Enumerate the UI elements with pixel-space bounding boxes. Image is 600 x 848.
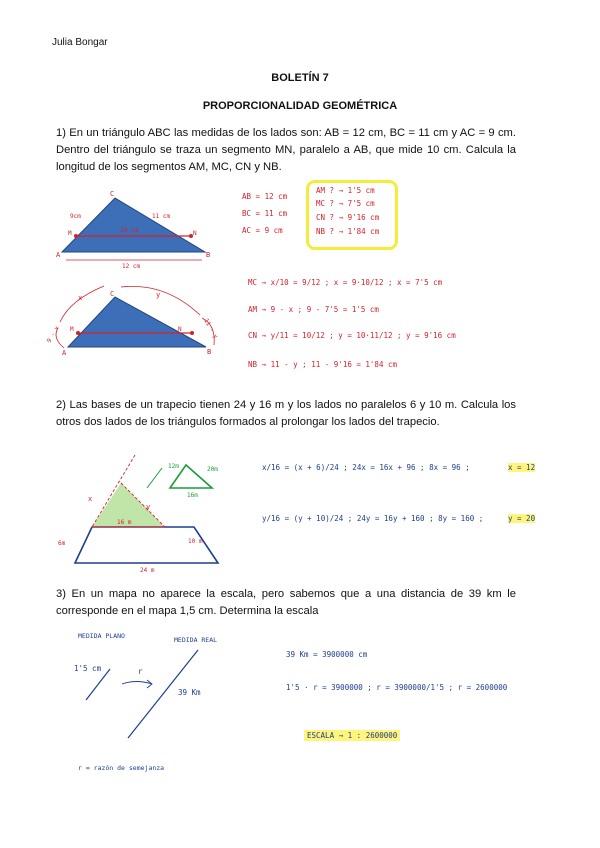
- p1-answer-am: AM ? → 1'5 cm: [316, 186, 375, 195]
- p1-label-m: M: [68, 230, 72, 237]
- p2-equation-x: x/16 = (x + 6)/24 ; 24x = 16x + 96 ; 8x = 96 ;: [262, 463, 470, 472]
- author-name: Julia Bongar: [52, 37, 108, 48]
- p1-f2-label-right: 11 - y: [202, 317, 220, 340]
- p3-map-length: 1'5 cm: [74, 664, 102, 673]
- p1-f2-label-a: A: [62, 349, 67, 357]
- p3-label-real: MEDIDA REAL: [174, 636, 218, 644]
- p1-data-ac: AC = 9 cm: [242, 226, 283, 235]
- p1-label-ab: 12 cm: [122, 263, 141, 270]
- p3-label-map: MEDIDA PLANO: [78, 632, 125, 640]
- p1-label-c: C: [110, 190, 115, 198]
- p2-label-24m: 24 m: [140, 567, 155, 574]
- bulletin-title: BOLETÍN 7: [271, 72, 329, 84]
- p1-label-bc: 11 cm: [152, 213, 171, 220]
- p1-data-bc: BC = 11 cm: [242, 209, 288, 218]
- p2-result-y: y = 20: [508, 514, 536, 523]
- p1-work-nb: NB → 11 - y ; 11 - 9'16 = 1'84 cm: [248, 360, 398, 369]
- p3-real-length: 39 Km: [178, 688, 201, 697]
- p2-small-16m: 16m: [187, 492, 198, 499]
- p3-note: r = razón de semejanza: [78, 764, 165, 772]
- problem-2-text: 2) Las bases de un trapecio tienen 24 y 16 m y los lados no paralelos 6 y 10 m. Calcula los otros dos lados de los triángulos formados al prolongar los lados del trapecio.: [56, 399, 516, 428]
- p2-label-10m: 10 m: [188, 538, 203, 545]
- p1-label-n: N: [193, 230, 197, 237]
- p3-conversion: 39 Km = 3900000 cm: [286, 650, 368, 659]
- p1-label-b: B: [206, 251, 211, 259]
- p1-f2-label-n: N: [178, 326, 182, 333]
- p1-work-cn: CN → y/11 = 10/12 ; y = 10·11/12 ; y = 9'16 cm: [248, 331, 456, 340]
- p1-answer-nb: NB ? → 1'84 cm: [316, 227, 380, 236]
- p1-data-ab: AB = 12 cm: [242, 192, 288, 201]
- p1-label-a: A: [56, 251, 61, 259]
- p1-f2-label-y: y: [156, 291, 161, 299]
- p3-ratio-r: r: [138, 667, 143, 676]
- p2-label-y: y: [146, 503, 151, 511]
- p3-equation: 1'5 · r = 3900000 ; r = 3900000/1'5 ; r = 2600000: [286, 683, 508, 692]
- p1-work-am: AM → 9 - x ; 9 - 7'5 = 1'5 cm: [248, 305, 379, 314]
- p1-f2-label-x: x: [78, 294, 83, 302]
- p1-f2-label-m: M: [70, 326, 74, 333]
- p1-f2-label-c: C: [110, 290, 115, 298]
- p2-label-16m: 16 m: [117, 519, 132, 526]
- p1-work-mc: MC → x/10 = 9/12 ; x = 9·10/12 ; x = 7'5 cm: [248, 278, 443, 287]
- p3-scale-result: ESCALA → 1 : 2600000: [304, 730, 400, 741]
- problem-3-text: 3) En un mapa no aparece la escala, pero sabemos que a una distancia de 39 km le corresponde en el mapa 1,5 cm. Determina la escala: [56, 588, 516, 617]
- p1-label-mn: 10 cm: [120, 227, 139, 234]
- p2-small-20m: 20m: [207, 466, 218, 473]
- p2-label-x: x: [88, 495, 93, 503]
- p2-small-12m: 12m: [168, 463, 179, 470]
- p2-label-6m: 6m: [58, 540, 66, 547]
- p1-f2-label-left: 9 - x: [45, 324, 61, 344]
- p1-answer-mc: MC ? → 7'5 cm: [316, 199, 375, 208]
- p2-result-x: x = 12: [508, 463, 536, 472]
- p1-label-ac: 9cm: [70, 213, 81, 220]
- p1-f2-label-b: B: [207, 348, 212, 356]
- p2-equation-y: y/16 = (y + 10)/24 ; 24y = 16y + 160 ; 8y = 160 ;: [262, 514, 484, 523]
- problem-1-text: 1) En un triángulo ABC las medidas de los lados son: AB = 12 cm, BC = 11 cm y AC = 9 cm. Dentro del triángulo se traza un segmento MN, paralelo a AB, que mide 10 cm. Calcula la longitud de los segmentos AM, MC, CN y NB.: [56, 127, 516, 173]
- p1-answer-cn: CN ? → 9'16 cm: [316, 213, 380, 222]
- topic-title: PROPORCIONALIDAD GEOMÉTRICA: [202, 100, 398, 112]
